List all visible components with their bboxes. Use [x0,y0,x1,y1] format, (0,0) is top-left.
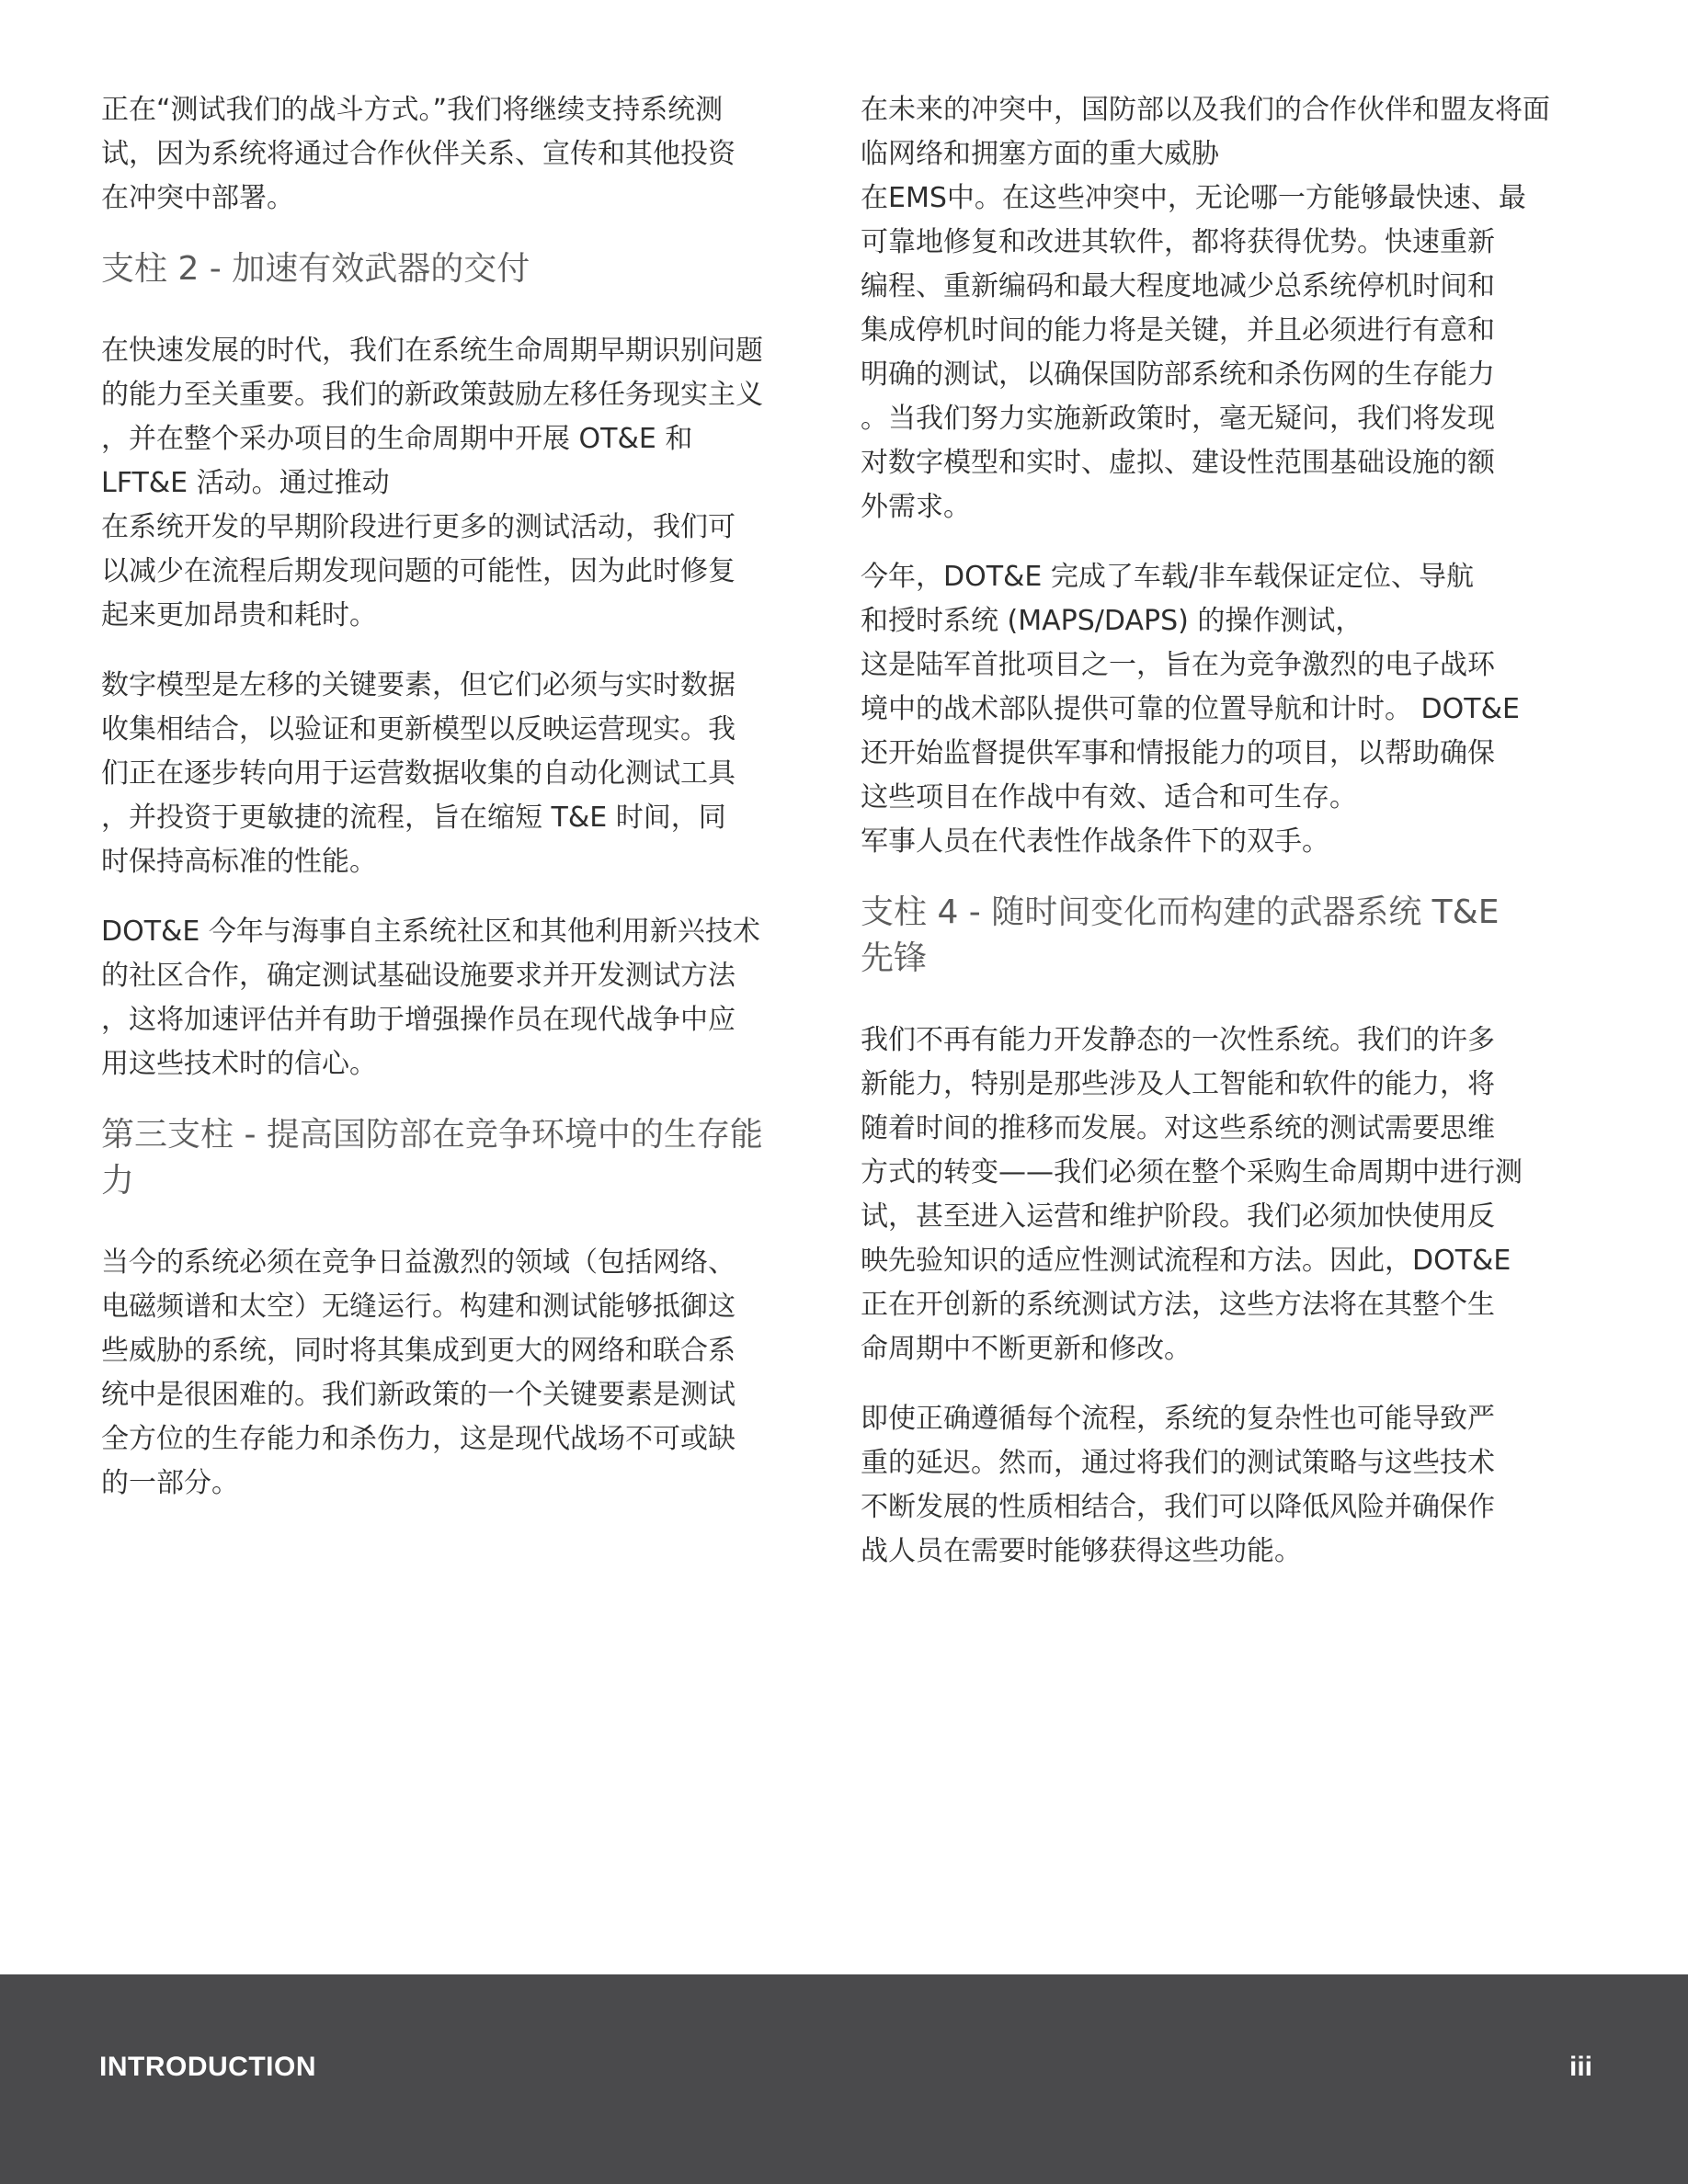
text-line: 我们不再有能力开发静态的一次性系统。我们的许多 [861,1024,1495,1056]
text-line: 编程、重新编码和最大程度地减少总系统停机时间和 [861,270,1495,302]
paragraph-pillar-2-b [101,664,832,884]
page-footer [0,1974,1688,2184]
text-line: 可靠地修复和改进其软件，都将获得优势。快速重新 [861,226,1495,258]
footer-section-label: INTRODUCTION [99,2052,316,2082]
paragraph-pillar-4-b [861,1397,1624,1574]
text-line: 以减少在流程后期发现问题的可能性，因为此时修复 [101,555,736,587]
text-line: 时保持高标准的性能。 [101,846,377,878]
heading-pillar-2 [101,246,832,292]
heading-line: 先锋 [861,939,928,977]
heading-line: 支柱 4 - 随时间变化而构建的武器系统 T&E [861,893,1500,931]
text-line: 。当我们努力实施新政策时，毫无疑问，我们将发现 [861,403,1495,435]
footer-page-number: iii [1568,2052,1592,2082]
text-line: 当今的系统必须在竞争日益激烈的领域（包括网络、 [101,1246,736,1279]
text-line: 试，因为系统将通过合作伙伴关系、宣传和其他投资 [101,138,736,170]
paragraph-pillar-2-c [101,910,832,1086]
heading-pillar-4 [861,890,1624,982]
text-line: 军事人员在代表性作战条件下的双手。 [861,825,1329,858]
text-line: 和授时系统 (MAPS/DAPS) 的操作测试， [861,605,1363,637]
heading-line: 第三支柱 - 提高国防部在竞争环境中的生存能 [101,1116,763,1154]
text-line: 不断发展的性质相结合，我们可以降低风险并确保作 [861,1491,1495,1523]
text-line: 的社区合作，确定测试基础设施要求并开发测试方法 [101,960,736,992]
text-line: 明确的测试，以确保国防部系统和杀伤网的生存能力 [861,358,1495,391]
text-line: 在未来的冲突中，国防部以及我们的合作伙伴和盟友将面 [861,94,1550,126]
heading-line: 力 [101,1162,135,1200]
text-line: ，这将加速评估并有助于增强操作员在现代战争中应 [101,1004,736,1036]
text-line: 在快速发展的时代，我们在系统生命周期早期识别问题 [101,335,763,367]
heading-line: 支柱 2 - 加速有效武器的交付 [101,250,530,288]
text-line: DOT&E 今年与海事自主系统社区和其他利用新兴技术 [101,916,760,948]
paragraph-pillar-3 [101,1241,832,1506]
text-line: LFT&E 活动。通过推动 [101,467,390,499]
text-line: 在系统开发的早期阶段进行更多的测试活动，我们可 [101,511,736,543]
text-line: ，并投资于更敏捷的流程，旨在缩短 T&E 时间，同 [101,802,726,834]
text-line: 重的延迟。然而，通过将我们的测试策略与这些技术 [861,1447,1495,1479]
text-line: 在冲突中部署。 [101,182,294,214]
paragraph-maps-daps [861,555,1624,864]
text-line: 这些项目在作战中有效、适合和可生存。 [861,781,1357,813]
paragraph-intro [101,88,832,221]
heading-pillar-3 [101,1112,832,1204]
paragraph-pillar-4-a [861,1018,1624,1371]
text-line: 今年，DOT&E 完成了车载/非车载保证定位、导航 [861,561,1475,593]
text-line: 对数字模型和实时、虚拟、建设性范围基础设施的额 [861,447,1495,479]
text-line: 的能力至关重要。我们的新政策鼓励左移任务现实主义 [101,379,763,411]
text-line: 正在开创新的系统测试方法，这些方法将在其整个生 [861,1289,1495,1321]
text-line: 境中的战术部队提供可靠的位置导航和计时。 DOT&E [861,693,1520,725]
text-line: 还开始监督提供军事和情报能力的项目，以帮助确保 [861,737,1495,769]
text-line: 些威胁的系统，同时将其集成到更大的网络和联合系 [101,1335,736,1367]
left-column [101,88,832,1531]
text-line: 统中是很困难的。我们新政策的一个关键要素是测试 [101,1379,736,1411]
text-line: 在EMS中。在这些冲突中，无论哪一方能够最快速、最 [861,182,1526,214]
text-line: 集成停机时间的能力将是关键，并且必须进行有意和 [861,314,1495,347]
text-line: 战人员在需要时能够获得这些功能。 [861,1535,1302,1567]
right-column [861,88,1624,1599]
text-line: 这是陆军首批项目之一，旨在为竞争激烈的电子战环 [861,649,1495,681]
text-line: 的一部分。 [101,1467,239,1499]
text-line: 起来更加昂贵和耗时。 [101,599,377,631]
text-line: 正在“测试我们的战斗方式。”我们将继续支持系统测 [101,94,724,126]
text-line: ，并在整个采办项目的生命周期中开展 OT&E 和 [101,423,693,455]
text-line: 随着时间的推移而发展。对这些系统的测试需要思维 [861,1112,1495,1144]
text-line: 命周期中不断更新和修改。 [861,1333,1192,1365]
text-line: 们正在逐步转向用于运营数据收集的自动化测试工具 [101,757,736,790]
text-line: 即使正确遵循每个流程，系统的复杂性也可能导致严 [861,1403,1495,1435]
text-line: 数字模型是左移的关键要素，但它们必须与实时数据 [101,669,736,701]
text-line: 临网络和拥塞方面的重大威胁 [861,138,1219,170]
paragraph-pillar-2-a [101,329,832,638]
text-line: 映先验知识的适应性测试流程和方法。因此，DOT&E [861,1245,1511,1277]
text-line: 收集相结合，以验证和更新模型以反映运营现实。我 [101,713,736,745]
text-line: 新能力，特别是那些涉及人工智能和软件的能力，将 [861,1068,1495,1100]
text-line: 电磁频谱和太空）无缝运行。构建和测试能够抵御这 [101,1291,736,1323]
text-line: 外需求。 [861,491,971,523]
text-line: 试，甚至进入运营和维护阶段。我们必须加快使用反 [861,1200,1495,1233]
text-line: 用这些技术时的信心。 [101,1048,377,1080]
text-line: 全方位的生存能力和杀伤力，这是现代战场不可或缺 [101,1423,736,1455]
paragraph-future-conflict [861,88,1624,529]
text-line: 方式的转变——我们必须在整个采购生命周期中进行测 [861,1156,1523,1189]
